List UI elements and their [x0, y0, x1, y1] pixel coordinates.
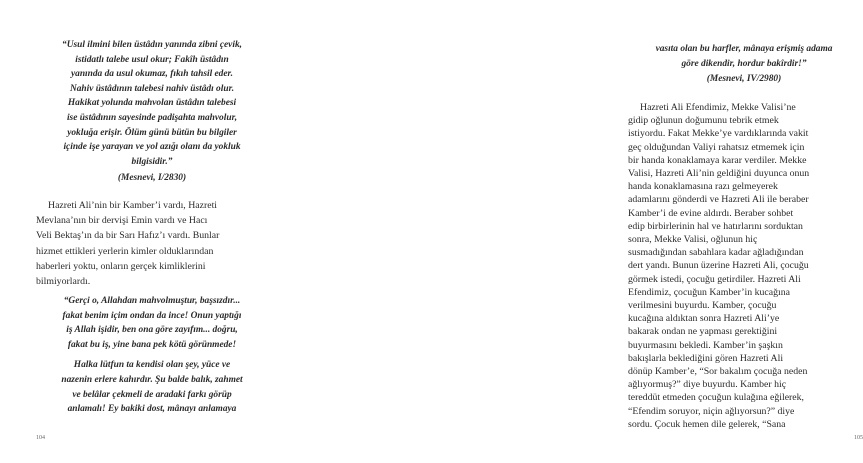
page-number: 105: [854, 435, 863, 441]
quote-line: Halka lütfun ta kendisi olan şey, yüce ve: [73, 360, 231, 371]
paragraph-line: susmadığından sabahlara kadar ağladığından: [628, 247, 804, 259]
paragraph-line: dert yandı. Bunun üzerine Hazreti Ali, çocuğu: [628, 260, 809, 272]
paragraph-line: geç olduğundan Valiyi rahatsız etmemek için: [628, 141, 805, 153]
left-page: [0, 0, 300, 463]
paragraph-line: verilmesini buyurdu. Kamber, çocuğu: [628, 300, 777, 312]
quote-line: istidatlı talebe usul okur; Fakîh üstâdın: [75, 54, 229, 65]
paragraph-line: ağlıyormuş?” diye buyurdu. Kamber hiç: [628, 379, 787, 391]
paragraph-line: sordu. Çocuk hemen dile gelerek, “Sana: [628, 418, 786, 430]
body-paragraph: [36, 198, 268, 289]
quote-line: “Usul ilmini bilen üstâdın yanında zibni çevik,: [62, 40, 242, 50]
paragraph-line: buyurmasını bekledi. Kamber’in şaşkın: [628, 339, 783, 351]
citation-text: (Mesnevi, IV/2980): [706, 74, 782, 84]
quote-line: anlamalı! Ey bakiki dost, mânayı anlamaya: [67, 404, 237, 415]
quote-line: yokluğa erişir. Ölüm günü bütün bu bilgiler: [67, 127, 237, 138]
paragraph-line: Efendimiz, çocuğun Kamber’in kucağına: [628, 286, 790, 298]
paragraph-line: handa konaklamasına razı gelmeyerek: [628, 181, 778, 193]
paragraph-line: edip birbirlerinin hal ve hatırlarını sorduktan: [628, 220, 803, 232]
paragraph-line: gidip oğlunun doğumunu tebrik etmek: [628, 115, 779, 127]
paragraph-line: Veli Bektaş’ın da bir Sarı Hafız’ı vardı. Bunlar: [36, 230, 220, 242]
quote-line: fakat bu iş, yine bana pek kötü görünmede!: [67, 339, 237, 350]
quote-line: içinde işe yarayan ve yol azığı olanı da yokluk: [63, 142, 241, 153]
quote-line: Hakikat yolunda mahvolan üstâdın talebesi: [67, 98, 237, 109]
paragraph-line: Hazreti Ali’nin bir Kamber’i vardı, Hazreti: [48, 200, 218, 211]
paragraph-line: adamlarını gönderdi ve Hazreti Ali ile beraber: [628, 194, 809, 206]
paragraph-line: sonra, Mekke Valisi, oğlunun hiç: [628, 234, 758, 246]
paragraph-line: görmek istedi, çocuğu getirdiler. Hazreti Ali: [628, 273, 801, 285]
quote-line: ve belâlar çekmeli de aradaki farkı görüp: [72, 389, 232, 400]
paragraph-line: bakarak ondan ne yapması gerektiğini: [628, 326, 778, 338]
quote-line: göre dikendir, hordur bakîrdir!”: [681, 58, 807, 69]
body-paragraph: [628, 101, 860, 431]
paragraph-line: bakışlarla beklediğini gören Hazreti Ali: [628, 352, 784, 364]
quote-citation: [36, 171, 268, 185]
quote-line: iş Allah işidir, ben ona göre zayıfım... doğru,: [66, 325, 238, 336]
quote-line: vasıta olan bu harfler, mânaya erişmiş adama: [655, 44, 833, 54]
paragraph-line: Valisi, Hazreti Ali’nin geldiğini duyunca onun: [628, 168, 810, 180]
paragraph-line: Mevlana’nın bir dervişi Emin vardı ve Hacı: [36, 215, 208, 227]
paragraph-line: dönüp Kamber’e, “Sor bakalım çocuğa neden: [628, 366, 808, 378]
quote-line: “Gerçi o, Allahdan mahvolmuştur, başsızdır...: [63, 296, 241, 306]
citation-text: (Mesnevi, I/2830): [117, 173, 187, 183]
paragraph-line: “Efendim soruyor, niçin ağlıyorsun?” diye: [628, 405, 795, 417]
quote-line: fakat benim içim ondan da ince! Onun yaptığı: [62, 310, 242, 321]
paragraph-line: bir handa konaklamaya karar verdiler. Mekke: [628, 154, 807, 166]
page-number: 104: [36, 435, 45, 441]
quote-line: Nahiv üstâdının talebesi nahiv üstâdı olur.: [69, 83, 235, 94]
paragraph-line: bilmiyorlardı.: [36, 276, 91, 288]
paragraph-line: haberleri yoktu, onların gerçek kimliklerini: [36, 260, 206, 272]
paragraph-line: tereddüt etmeden çocuğun kulağına eğilerek,: [628, 392, 804, 404]
second-quote: [36, 294, 268, 417]
paragraph-line: hizmet ettikleri yerlerin kimler olduklarından: [36, 245, 214, 257]
quote-line: yanında da usul okumaz, fıkıh tahsil eder.: [70, 69, 233, 80]
right-page: [300, 0, 863, 463]
opening-quote: [36, 38, 268, 169]
paragraph-line: Kamber’i de evine aldırdı. Beraber sohbet: [628, 207, 794, 219]
quote-line: ise üstâdının sayesinde padişahta mahvolur,: [66, 112, 238, 123]
quote-citation: [628, 72, 860, 86]
quote-continuation: [628, 42, 860, 71]
paragraph-line: Hazreti Ali Efendimiz, Mekke Valisi’ne: [640, 102, 796, 113]
paragraph-line: istiyordu. Fakat Mekke’ye vardıklarında vakit: [628, 128, 809, 140]
quote-line: nazenin erlere kahırdır. Şu balde balık, zahmet: [61, 374, 243, 385]
paragraph-line: kucağına aldıktan sonra Hazreti Ali’ye: [628, 313, 780, 325]
quote-line: bilgisidir.”: [131, 156, 173, 167]
